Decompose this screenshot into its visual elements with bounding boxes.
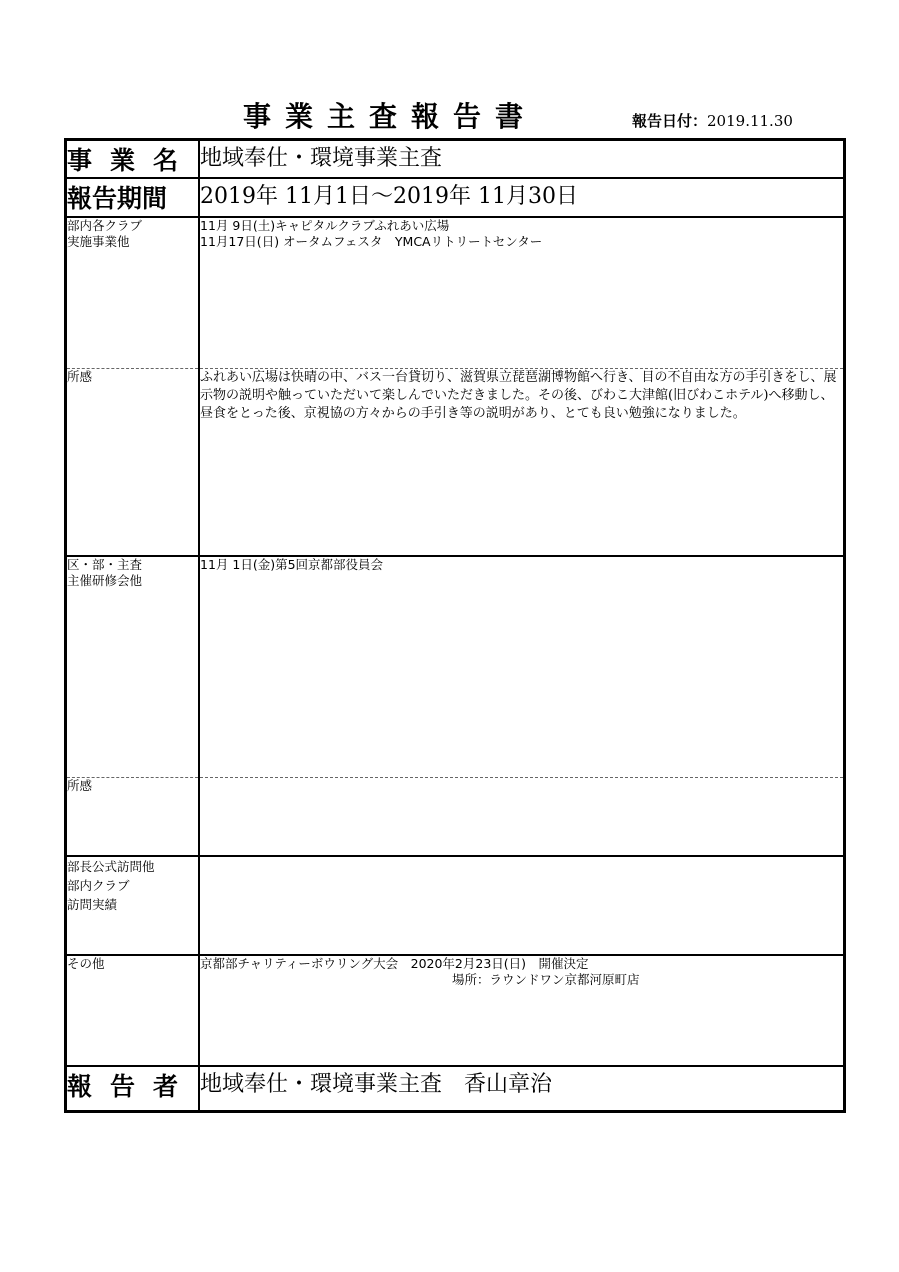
project-name-value: 地域奉仕・環境事業主査 [199,140,845,179]
row-club-impression [66,368,845,556]
training-impression-text [199,777,845,856]
row-reporter [66,1066,845,1111]
list-item: 場所：ラウンドワン京都河原町店 [452,972,640,987]
visits-label: 部長公式訪問他 部内クラブ 訪問実績 [66,856,200,955]
list-item: 11月 9日(土)キャピタルクラブふれあい広場 [200,218,450,233]
row-club-events [66,217,845,368]
training-impression-label: 所感 [66,777,200,856]
list-item: 京都部チャリティーボウリング大会 2020年2月23日(日) 開催決定 [200,956,589,971]
report-period-label: 報告期間 [66,178,200,217]
list-item: 11月 1日(金)第5回京都部役員会 [200,557,384,572]
training-label: 区・部・主査 主催研修会他 [66,556,200,777]
other-label: その他 [66,955,200,1066]
row-report-period [66,178,845,217]
report-date-label: 報告日付： [632,112,708,130]
list-item: 11月17日(日) オータムフェスタ YMCAリトリートセンター [200,234,543,249]
visits-text [199,856,845,955]
row-visits [66,856,845,955]
club-impression-text: ふれあい広場は快晴の中、バス一台貸切り、滋賀県立琵琶湖博物館へ行き、目の不自由な方の手引きをし、展示物の説明や触っていただいて楽しんでいただきました。その後、びわこ大津館(旧びわこホテル)へ移動し、昼食をとった後、京視協の方々からの手引き等の説明があり、とても良い勉強になりました。 [199,368,845,556]
reporter-value: 地域奉仕・環境事業主査 香山章治 [199,1066,845,1111]
club-events-list [199,217,845,368]
row-training-impression [66,777,845,856]
report-date-value: 2019.11.30 [707,112,793,130]
row-training [66,556,845,777]
document-title: 事業主査報告書 [243,100,538,133]
project-name-label: 事業名 [66,140,200,179]
report-date [632,110,793,131]
report-table [64,138,846,1113]
reporter-label: 報告者 [66,1066,200,1111]
row-project-name [66,140,845,179]
report-period-value: 2019年 11月1日～2019年 11月30日 [199,178,845,217]
training-list [199,556,845,777]
row-other [66,955,845,1066]
club-impression-label: 所感 [66,368,200,556]
club-events-label: 部内各クラブ 実施事業他 [66,217,200,368]
other-list [199,955,845,1066]
